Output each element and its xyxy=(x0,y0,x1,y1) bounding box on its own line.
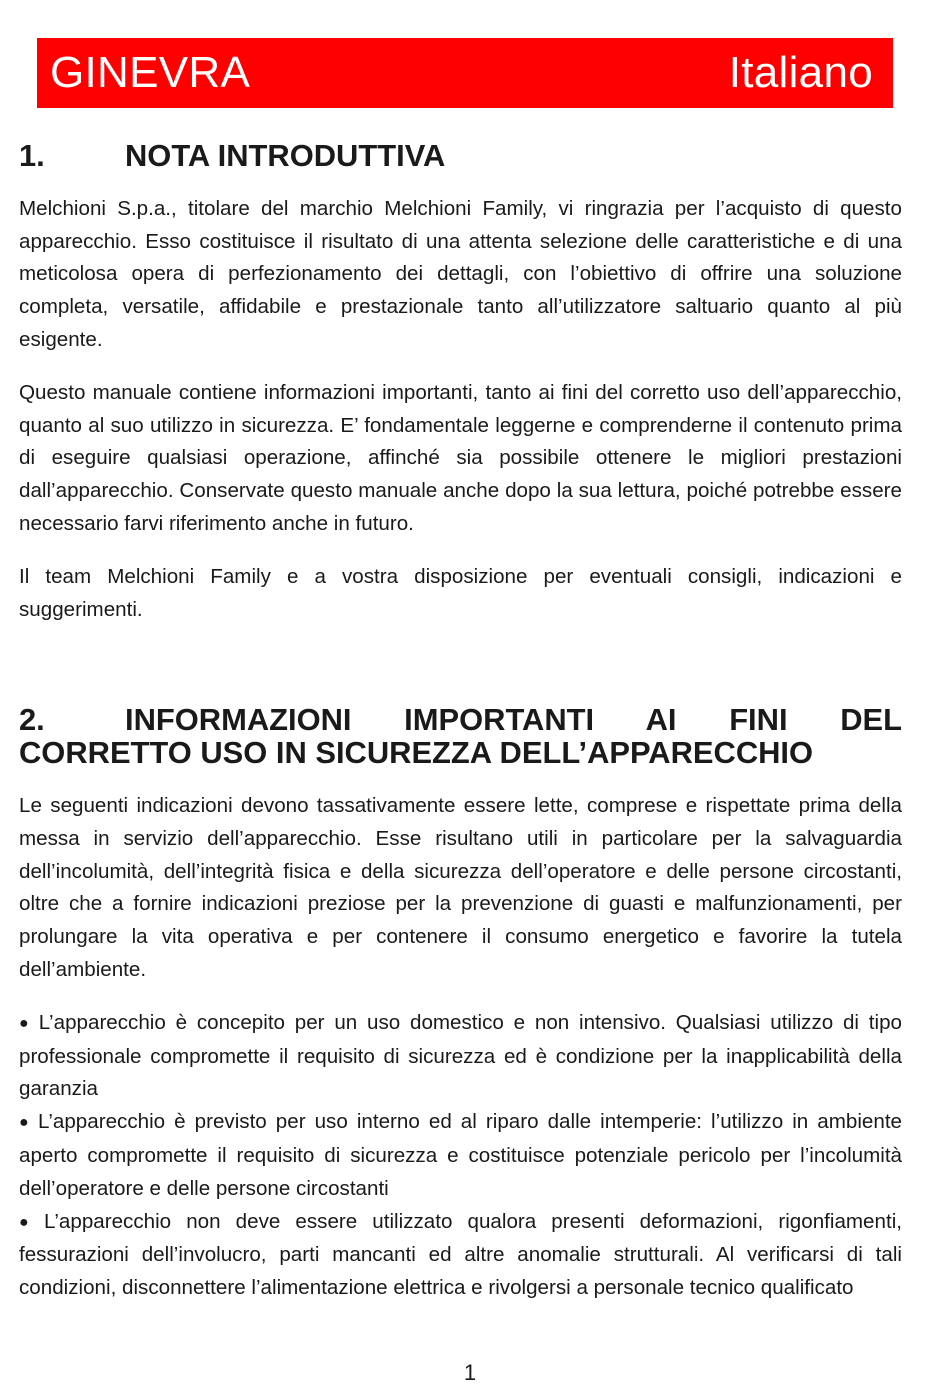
section-title: INFORMAZIONI IMPORTANTI AI FINI DEL CORRETTO USO IN SICUREZZA DELL’APPARECCHIO xyxy=(19,702,902,771)
list-item-text: L’apparecchio è previsto per uso interno ed al riparo dalle intemperie: l’utilizzo in ambiente aperto compromette il requisito di sicurezza e costituisce potenziale pericolo per l’incolumità dell’operatore e delle persone circostanti xyxy=(19,1110,902,1200)
page-number: 1 xyxy=(463,1360,477,1385)
paragraph: Le seguenti indicazioni devono tassativamente essere lette, comprese e rispettate prima della messa in servizio dell’apparecchio. Esse risultano utili in particolare per la salvaguardia dell’incolumità, dell’integrità fisica e della sicurezza dell’operatore e delle persone circostanti, oltre che a fornire indicazioni preziose per la prevenzione di guasti e malfunzionamenti, per prolungare la vita operativa e per contenere il consumo energetico e favorire la tutela dell’ambiente. xyxy=(19,793,902,981)
section-number: 2. xyxy=(19,702,45,738)
bullet-icon: ● xyxy=(19,1014,33,1032)
section-number: 1. xyxy=(19,138,45,173)
section-title: NOTA INTRODUTTIVA xyxy=(125,138,446,173)
list-item xyxy=(19,1206,902,1305)
bullet-icon: ● xyxy=(19,1213,39,1231)
paragraph: Questo manuale contiene informazioni importanti, tanto ai fini del corretto uso dell’apparecchio, quanto al suo utilizzo in sicurezza. E’ fondamentale leggerne e comprenderne il contenuto prima di eseguire qualsiasi operazione, affinché sia possibile ottenere le migliori prestazioni dall’apparecchio. Conservate questo manuale anche dopo la sua lettura, poiché potrebbe essere necessario farvi riferimento anche in futuro. xyxy=(19,380,902,535)
paragraph: Melchioni S.p.a., titolare del marchio Melchioni Family, vi ringrazia per l’acquisto di questo apparecchio. Esso costituisce il risultato di una attenta selezione delle caratteristiche e di una meticolosa opera di perfezionamento dei dettagli, con l’obiettivo di offrire una soluzione completa, versatile, affidabile e prestazionale tanto all’utilizzatore saltuario quanto al più esigente. xyxy=(19,196,902,351)
product-title: GINEVRA xyxy=(50,48,251,97)
bullet-list xyxy=(19,1007,902,1305)
list-item xyxy=(19,1106,902,1205)
header-banner xyxy=(37,38,893,108)
language-label: Italiano xyxy=(728,48,873,97)
list-item xyxy=(19,1007,902,1106)
list-item-text: L’apparecchio è concepito per un uso domestico e non intensivo. Qualsiasi utilizzo di tipo professionale compromette il requisito di sicurezza ed è condizione per la inapplicabilità della garanzia xyxy=(19,1010,902,1101)
list-item-text: L’apparecchio non deve essere utilizzato qualora presenti deformazioni, rigonfiamenti, fessurazioni dell’involucro, parti mancanti ed altre anomalie strutturali. Al verificarsi di tali condizioni, disconnettere l’alimentazione elettrica e rivolgersi a personale tecnico qualificato xyxy=(19,1209,902,1300)
section-heading xyxy=(19,140,902,173)
document-body xyxy=(19,140,902,1305)
paragraph: Il team Melchioni Family e a vostra disposizione per eventuali consigli, indicazioni e suggerimenti. xyxy=(19,564,902,621)
section-heading xyxy=(19,704,902,770)
bullet-icon: ● xyxy=(19,1114,32,1132)
